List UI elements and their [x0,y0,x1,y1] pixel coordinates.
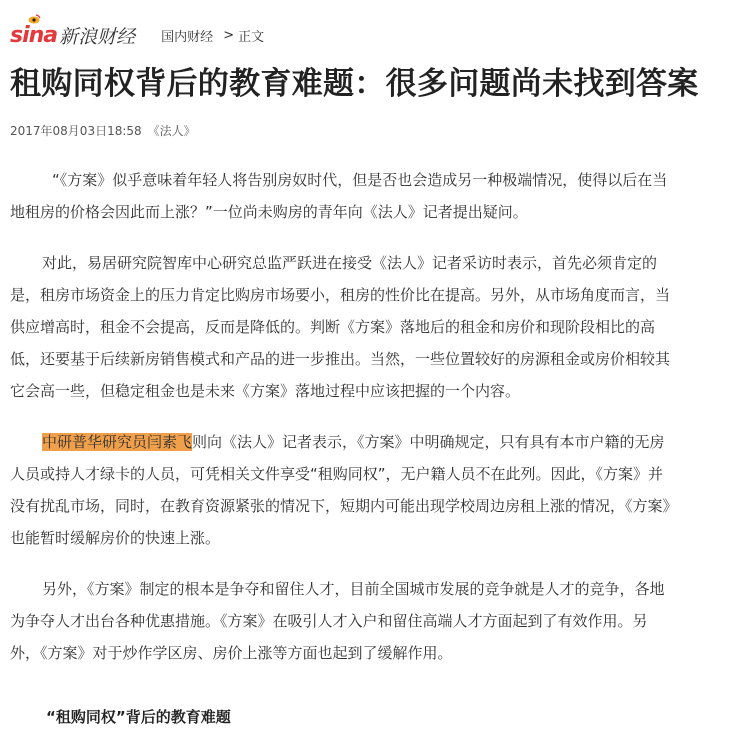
breadcrumb-section-link[interactable]: 国内财经 [161,29,214,45]
paragraph-3-text: 则向《法人》记者表示，《方案》中明确规定，只有具有本市户籍的无房人员或持人才绿卡的人员，可凭相关文件享受“租购同权”，无户籍人员不在此列。因此，《方案》并没有扰乱市场，同时，在教育资源紧张的情况下，短期内可能出现学校周边房租上涨的情况，《方案》也能暂时缓解房价的快速上涨。 [10,433,671,547]
breadcrumb-separator: > [223,27,235,43]
section-subheading: “租购同权”背后的教育难题 [46,708,231,726]
article-body [10,164,670,688]
logo-latin: sina [10,23,57,48]
paragraph-4: 另外，《方案》制定的根本是争夺和留住人才，目前全国城市发展的竞争就是人才的竞争，各地为争夺人才出台各种优惠措施。《方案》在吸引人才入户和留住高端人才方面起到了有效作用。另外，《方案》对于炒作学区房、房价上涨等方面也起到了缓解作用。 [10,580,665,662]
article-title: 租购同权背后的教育难题：很多问题尚未找到答案 [10,66,699,102]
publish-date: 2017年08月03日18:58 [10,124,142,138]
top-bar [10,18,264,52]
article-source-link[interactable]: 《法人》 [147,124,196,138]
breadcrumb [161,26,264,45]
breadcrumb-current: 正文 [238,29,265,45]
article-meta [10,122,196,139]
sina-eye-icon [27,14,41,24]
logo-cn: 新浪财经 [59,25,136,48]
paragraph-3 [10,426,670,554]
sina-finance-logo[interactable] [10,22,135,49]
paragraph-2: 对此，易居研究院智库中心研究总监严跃进在接受《法人》记者采访时表示，首先必须肯定的是，租房市场资金上的压力肯定比购房市场要小，租房的性价比在提高。另外，从市场角度而言，当供应增高时，租金不会提高，反而是降低的。判断《方案》落地后的租金和房价和现阶段相比的高低，还要基于后续新房销售模式和产品的进一步推出。当然，一些位置较好的房源租金或房价相较其它会高一些，但稳定租金也是未来《方案》落地过程中应该把握的一个内容。 [10,254,671,400]
highlighted-text: 中研普华研究员闫素飞 [42,433,193,451]
paragraph-1: “《方案》似乎意味着年轻人将告别房奴时代，但是否也会造成另一种极端情况，使得以后在当地租房的价格会因此而上涨？”一位尚未购房的青年向《法人》记者提出疑问。 [10,171,668,221]
